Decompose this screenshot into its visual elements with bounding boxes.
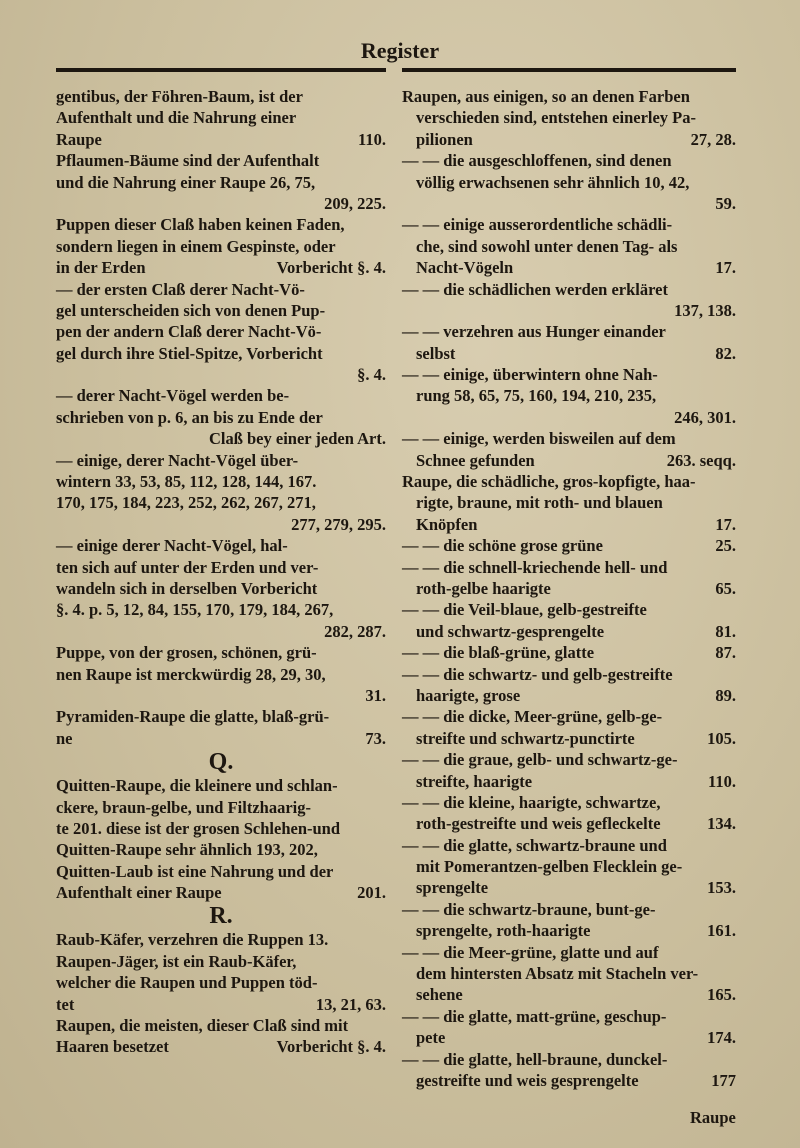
index-entry-line (56, 642, 386, 663)
index-entry-line (402, 364, 736, 385)
entry-text: Raupe (56, 129, 102, 149)
index-entry-line (56, 1015, 386, 1036)
index-entry-line (402, 685, 736, 706)
index-entry-line (56, 428, 386, 449)
entry-text: wandeln sich in derselben Vorbericht (56, 578, 318, 598)
entry-text: gel durch ihre Stiel-Spitze, Vorbericht (56, 343, 323, 363)
entry-text: pilionen (416, 129, 473, 149)
index-entry-line (56, 775, 386, 796)
index-entry-line (56, 929, 386, 950)
entry-text: pete (416, 1028, 446, 1048)
entry-text: — — die graue, gelb- und schwartz-ge- (402, 750, 678, 770)
index-entry-line (402, 771, 736, 792)
page-reference: 110. (358, 129, 386, 149)
entry-text: und die Nahrung einer Raupe 26, 75, (56, 172, 316, 192)
index-entry-line (402, 706, 736, 727)
entry-text: nen Raupe ist merckwürdig 28, 29, 30, (56, 664, 326, 684)
index-entry-line (56, 882, 386, 903)
page-reference: 246, 301. (674, 407, 736, 427)
index-entry-line (56, 279, 386, 300)
index-entry-line (56, 471, 386, 492)
index-entry-line (56, 514, 386, 535)
page-reference: Vorbericht §. 4. (276, 258, 386, 278)
entry-text: Schnee gefunden (416, 450, 535, 470)
index-entry-line (56, 321, 386, 342)
index-entry-line (56, 193, 386, 214)
entry-text: sehene (416, 985, 463, 1005)
index-entry-line (56, 685, 386, 706)
entry-text: streifte und schwartz-punctirte (416, 728, 635, 748)
index-entry-line (402, 792, 736, 813)
index-entry-line (56, 407, 386, 428)
entry-text: tet (56, 994, 75, 1014)
entry-text: Quitten-Laub ist eine Nahrung und der (56, 861, 334, 881)
entry-text: wintern 33, 53, 85, 112, 128, 144, 167. (56, 472, 317, 492)
entry-text: Raupen-Jäger, ist ein Raub-Käfer, (56, 951, 297, 971)
page-title: Register (360, 38, 440, 63)
entry-text: streifte, haarigte (416, 771, 533, 791)
index-entry-line (402, 428, 736, 449)
index-entry-line (402, 856, 736, 877)
page-reference: 209, 225. (324, 193, 386, 213)
index-entry-line (402, 1006, 736, 1027)
index-entry-line (56, 818, 386, 839)
entry-text: te 201. diese ist der grosen Schlehen-und (56, 818, 341, 838)
entry-text: in der Erden (56, 258, 146, 278)
entry-text: — — einige, überwintern ohne Nah- (402, 365, 658, 385)
entry-text: — — die blaß-grüne, glatte (402, 643, 595, 663)
entry-text: rigte, braune, mit roth- und blauen (416, 493, 663, 513)
index-column-left (56, 86, 386, 1058)
page-reference: 17. (715, 514, 736, 534)
page-reference: 165. (707, 985, 736, 1005)
entry-text: — — die kleine, haarigte, schwartze, (402, 792, 661, 812)
index-entry-line (56, 706, 386, 727)
entry-text: Raupen, aus einigen, so an denen Farben (402, 87, 690, 106)
page-reference: 27, 28. (690, 129, 736, 149)
entry-text: — — die schnell-kriechende hell- und (402, 557, 668, 577)
page-reference: 59. (715, 193, 736, 213)
entry-text: — — einige, werden bisweilen auf dem (402, 429, 676, 449)
entry-text: ne (56, 728, 73, 748)
page-reference: 31. (365, 685, 386, 705)
page-reference: Claß bey einer jeden Art. (208, 429, 386, 449)
index-entry-line (402, 492, 736, 513)
page-reference: Vorbericht §. 4. (276, 1037, 386, 1057)
index-entry-line (402, 150, 736, 171)
index-entry-line (402, 236, 736, 257)
catchword: Raupe (690, 1108, 736, 1127)
entry-text: haarigte, grose (416, 685, 521, 705)
entry-text: gestreifte und weis gesprengelte (416, 1070, 639, 1090)
index-entry-line (402, 749, 736, 770)
index-entry-line (402, 471, 736, 492)
entry-text: selbst (416, 343, 456, 363)
index-column-right (402, 86, 736, 1091)
entry-text: che, sind sowohl unter denen Tag- als (416, 236, 678, 256)
entry-text: Raupen, die meisten, dieser Claß sind mit (56, 1016, 349, 1036)
index-entry-line (402, 877, 736, 898)
entry-text: dem hintersten Absatz mit Stacheln ver- (416, 964, 699, 984)
index-entry-line (402, 514, 736, 535)
entry-text: sprengelte, roth-haarigte (416, 921, 591, 941)
entry-text: — — die Meer-grüne, glatte und auf (402, 942, 659, 962)
page-reference: 277, 279, 295. (291, 514, 386, 534)
entry-text: welcher die Raupen und Puppen töd- (56, 973, 318, 993)
index-entry-line (402, 1070, 736, 1091)
entry-text: schrieben von p. 6, an bis zu Ende der (56, 407, 323, 427)
entry-text: — einige derer Nacht-Vögel, hal- (56, 536, 288, 556)
index-entry-line (402, 1049, 736, 1070)
index-entry-line (402, 279, 736, 300)
entry-text: Knöpfen (416, 514, 478, 534)
index-entry-line (402, 300, 736, 321)
entry-text: — — die glatte, schwartz-braune und (402, 835, 667, 855)
entry-text: — — die Veil-blaue, gelb-gestreifte (402, 600, 647, 620)
entry-text: — — die schwartz- und gelb-gestreifte (402, 664, 673, 684)
entry-text: — der ersten Claß derer Nacht-Vö- (56, 279, 305, 299)
index-entry-line (56, 599, 386, 620)
index-entry-line (56, 214, 386, 235)
index-entry-line (56, 236, 386, 257)
entry-text: — — die schöne grose grüne (402, 536, 603, 556)
index-entry-line (402, 343, 736, 364)
entry-text: völlig erwachsenen sehr ähnlich 10, 42, (416, 172, 690, 192)
entry-text: und schwartz-gesprengelte (416, 621, 605, 641)
entry-text: Pyramiden-Raupe die glatte, blaß-grü- (56, 707, 330, 727)
index-entry-line (56, 300, 386, 321)
index-entry-line (56, 578, 386, 599)
index-entry-line (56, 951, 386, 972)
index-entry-line (402, 172, 736, 193)
entry-text: Quitten-Raupe sehr ähnlich 193, 202, (56, 840, 318, 860)
index-entry-line (56, 107, 386, 128)
entry-text: Haaren besetzet (56, 1037, 169, 1057)
entry-text: pen der andern Claß derer Nacht-Vö- (56, 322, 322, 342)
index-entry-line (402, 193, 736, 214)
index-entry-line (402, 385, 736, 406)
page-reference: 134. (707, 814, 736, 834)
index-entry-line (56, 385, 386, 406)
page-reference: 153. (707, 878, 736, 898)
entry-text: — — die ausgeschloffenen, sind denen (402, 151, 672, 171)
index-entry-line (56, 797, 386, 818)
entry-text: Aufenthalt und die Nahrung einer (56, 108, 297, 128)
header-rule-right (402, 68, 736, 72)
index-entry-line (56, 994, 386, 1015)
index-entry-line (56, 172, 386, 193)
entry-text: sprengelte (416, 878, 489, 898)
section-letter-heading: Q. (208, 749, 234, 776)
page-reference: 17. (715, 258, 736, 278)
entry-text: Puppe, von der grosen, schönen, grü- (56, 643, 317, 663)
index-entry-line (402, 129, 736, 150)
page-reference: 161. (707, 921, 736, 941)
index-entry-line (56, 492, 386, 513)
page-reference: 110. (708, 771, 736, 791)
index-entry-line (402, 407, 736, 428)
index-entry-line (402, 86, 736, 107)
entry-text: — — die dicke, Meer-grüne, gelb-ge- (402, 707, 663, 727)
index-entry-line (402, 214, 736, 235)
index-entry-line (402, 813, 736, 834)
entry-text: Aufenthalt einer Raupe (56, 883, 222, 903)
page-reference: 13, 21, 63. (315, 994, 386, 1014)
page-reference: §. 4. (357, 365, 386, 385)
entry-text: §. 4. p. 5, 12, 84, 155, 170, 179, 184, 267, (56, 600, 334, 620)
index-entry-line (402, 450, 736, 471)
index-entry-line (402, 321, 736, 342)
page-reference: 25. (715, 536, 736, 556)
entry-text: gel unterscheiden sich von denen Pup- (56, 300, 326, 320)
entry-text: — einige, derer Nacht-Vögel über- (56, 450, 299, 470)
page-reference: 263. seqq. (666, 450, 736, 470)
entry-text: rung 58, 65, 75, 160, 194, 210, 235, (416, 386, 657, 406)
page-reference: 282, 287. (324, 621, 386, 641)
index-entry-line (56, 450, 386, 471)
page-reference: 177 (711, 1070, 736, 1090)
page-reference: 81. (715, 621, 736, 641)
index-entry-line (56, 129, 386, 150)
entry-text: — — die schädlichen werden erkläret (402, 279, 668, 299)
entry-text: Raub-Käfer, verzehren die Ruppen 13. (56, 930, 329, 950)
index-entry-line (402, 942, 736, 963)
entry-text: — — einige ausserordentliche schädli- (402, 215, 673, 235)
index-entry-line (402, 535, 736, 556)
index-entry-line (402, 578, 736, 599)
index-entry-line (56, 621, 386, 642)
index-entry-line (56, 861, 386, 882)
index-entry-line (56, 664, 386, 685)
index-entry-line (402, 664, 736, 685)
entry-text: Nacht-Vögeln (416, 258, 514, 278)
page-reference: 174. (707, 1028, 736, 1048)
entry-text: mit Pomerantzen-gelben Flecklein ge- (416, 857, 683, 877)
index-entry-line (402, 599, 736, 620)
index-entry-line (56, 257, 386, 278)
index-entry-line (402, 984, 736, 1005)
index-entry-line (56, 343, 386, 364)
entry-text: — — die glatte, matt-grüne, geschup- (402, 1006, 667, 1026)
index-entry-line (56, 972, 386, 993)
entry-text: Quitten-Raupe, die kleinere und schlan- (56, 776, 338, 796)
entry-text: — — die schwartz-braune, bunt-ge- (402, 899, 656, 919)
entry-text: — — verzehren aus Hunger einander (402, 322, 666, 342)
page-reference: 201. (357, 883, 386, 903)
index-entry-line (56, 150, 386, 171)
header-rule-left (56, 68, 386, 72)
index-entry-line (402, 920, 736, 941)
index-entry-line (402, 557, 736, 578)
section-letter-heading: R. (209, 903, 233, 930)
page-reference: 82. (715, 343, 736, 363)
entry-text: roth-gelbe haarigte (416, 578, 551, 598)
index-entry-line (56, 839, 386, 860)
entry-text: ckere, braun-gelbe, und Filtzhaarig- (56, 797, 311, 817)
index-entry-line (402, 899, 736, 920)
entry-text: Raupe, die schädliche, gros-kopfigte, haa- (402, 472, 696, 492)
entry-text: ten sich auf unter der Erden und ver- (56, 557, 319, 577)
entry-text: — — die glatte, hell-braune, dunckel- (402, 1049, 668, 1069)
entry-text: Pflaumen-Bäume sind der Aufenthalt (56, 151, 320, 171)
entry-text: roth-gestreifte und weis gefleckelte (416, 814, 661, 834)
index-entry-line (402, 107, 736, 128)
entry-text: sondern liegen in einem Gespinste, oder (56, 236, 336, 256)
page-reference: 105. (707, 728, 736, 748)
page-reference: 137, 138. (674, 300, 736, 320)
index-entry-line (56, 535, 386, 556)
index-entry-line (56, 557, 386, 578)
index-entry-line (402, 257, 736, 278)
entry-text: — derer Nacht-Vögel werden be- (56, 386, 290, 406)
page-reference: 89. (715, 685, 736, 705)
index-entry-line (402, 1027, 736, 1048)
index-entry-line (56, 728, 386, 749)
index-entry-line (402, 642, 736, 663)
page-reference: 65. (715, 578, 736, 598)
entry-text: gentibus, der Föhren-Baum, ist der (56, 87, 303, 106)
entry-text: Puppen dieser Claß haben keinen Faden, (56, 215, 345, 235)
index-entry-line (56, 86, 386, 107)
index-entry-line (402, 621, 736, 642)
index-entry-line (56, 1036, 386, 1057)
index-entry-line (402, 963, 736, 984)
index-entry-line (402, 835, 736, 856)
index-entry-line (56, 364, 386, 385)
page-reference: 87. (715, 643, 736, 663)
entry-text: 170, 175, 184, 223, 252, 262, 267, 271, (56, 493, 316, 513)
entry-text: verschieden sind, entstehen einerley Pa- (416, 108, 697, 128)
index-entry-line (402, 728, 736, 749)
page-reference: 73. (365, 728, 386, 748)
